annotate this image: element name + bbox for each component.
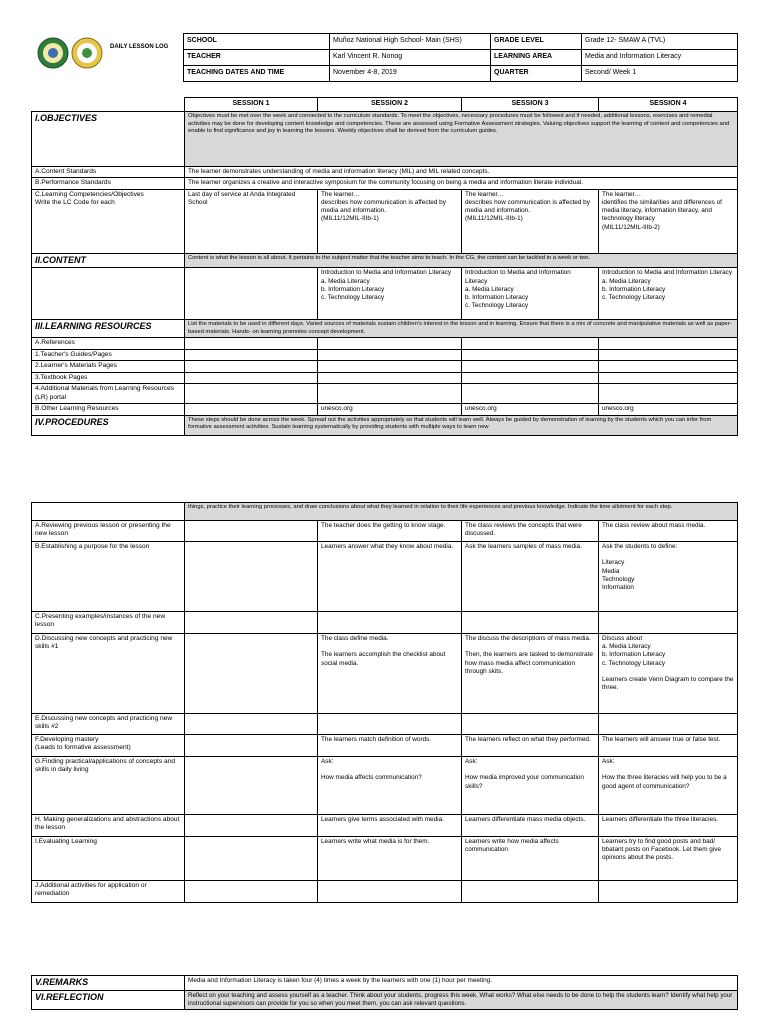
school-value: Muñoz National High School- Main (SHS) [330, 34, 491, 50]
learning-resources-note: List the materials to be used in different days. Varied sources of materials sustain children's interest in the lesson and in learning. Ensure that there is a mix of concrete and manipulative materials as well as paper- based materials. Hands- on learning promotes concept development. [185, 320, 738, 338]
procedures-note-part1: These steps should be done across the week. Spread out the activities appropriately so that students will learn well. Always be guided by demonstration of learning by the students which you can infer from formative assessment activities. Sustain learning systematically by providing students with multiple ways to learn new [185, 415, 738, 435]
content-title: II.CONTENT [32, 253, 185, 268]
quarter-label: QUARTER [491, 66, 582, 82]
content-session-1 [185, 268, 318, 320]
lesson-table-part1 [31, 97, 738, 436]
content-standards-label: A.Content Standards [32, 167, 185, 178]
content-note: Content is what the lesson is all about. It pertains to the subject matter that the teacher aims to teach. In the CG, the content can be tackled in a week or two. [185, 253, 738, 268]
resource-row: 1.Teacher's Guides/Pages [32, 349, 738, 360]
quarter-value: Second/ Week 1 [582, 66, 738, 82]
learning-area-label: LEARNING AREA [491, 50, 582, 66]
learning-resources-title: III.LEARNING RESOURCES [32, 320, 185, 338]
dates-value: November 4-8, 2019 [330, 66, 491, 82]
procedures-note-part2: things, practice their learning processes, and draw conclusions about what they learned in relation to their life experiences and previous knowledge. Indicate the time allotment for each step. [185, 503, 738, 521]
resource-row: 3.Textbook Pages [32, 372, 738, 383]
competency-session-3: The learner… describes how communication is affected by media and information. (MIL11/12MIL-IIIb-1) [462, 189, 599, 253]
procedure-row: J.Additional activities for application or remediation [32, 881, 738, 903]
reflection-text: Reflect on your teaching and assess yourself as a teacher. Think about your students, progress this week. What works? What else needs to be done to help the students learn? Identify what help your instructional supervisors can provide for you so when you meet them, you can ask relevant questions. [185, 990, 738, 1009]
session-3-header: SESSION 3 [462, 98, 599, 112]
procedure-row: I.Evaluating Learning Learners write what media is for them. Learners write how media affects communication Learners try to find good posts and bad/ bbatant posts on Facebook. Let them give opinions about the posts. [32, 837, 738, 881]
content-session-3: Introduction to Media and Information Literacy a. Media Literacy b. Information Literacy c. Technology Literacy [462, 268, 599, 320]
reflection-title: VI.REFLECTION [32, 990, 185, 1009]
competencies-label: C.Learning Competencies/Objectives Write the LC Code for each [32, 189, 185, 253]
procedure-row: D.Discussing new concepts and practicing new skills #1 The class define media. The learners accomplish the checklist about social media. The discuss the descriptions of mass media. Then, the learners are tasked to demonstrate how mass media affect communication through skits. Discuss about a. Media Literacy b. Information Literacy c. Technology Literacy Learners create Venn Diagram to compare the three. [32, 634, 738, 714]
procedure-row: C.Presenting examples/instances of the new lesson [32, 612, 738, 634]
resource-row: B.Other Learning Resources unesco.org unesco.org unesco.org [32, 404, 738, 415]
header-table [183, 33, 738, 82]
procedure-row: B.Establishing a purpose for the lesson Learners answer what they know about media. Ask the learners samples of mass media. Ask the students to define: Literacy Media Technology Information [32, 542, 738, 612]
competency-session-4: The learner… identifies the similarities and differences of media literacy, information literacy, and technology literacy (MIL11/12MIL-IIIb-2) [599, 189, 738, 253]
deped-seal-icon [38, 38, 68, 68]
procedures-title: IV.PROCEDURES [32, 415, 185, 435]
objectives-title: I.OBJECTIVES [32, 112, 185, 167]
resource-row: 4.Additional Materials from Learning Resources (LR) portal [32, 384, 738, 404]
teacher-value: Karl Vincent R. Nonog [330, 50, 491, 66]
school-logos [36, 36, 104, 70]
grade-level-label: GRADE LEVEL [491, 34, 582, 50]
school-label: SCHOOL [184, 34, 330, 50]
procedure-row: G.Finding practical/applications of concepts and skills in daily living Ask: How media affects communication? Ask: How media improved your communication skills? Ask: How the three literacies will help you to be a good agent of communication? [32, 757, 738, 815]
dates-label: TEACHING DATES AND TIME [184, 66, 330, 82]
grade-level-value: Grade 12- SMAW A (TVL) [582, 34, 738, 50]
session-2-header: SESSION 2 [318, 98, 462, 112]
performance-standards-label: B.Performance Standards [32, 178, 185, 189]
resource-row: A.References [32, 338, 738, 349]
learning-area-value: Media and Information Literacy [582, 50, 738, 66]
procedure-row: H. Making generalizations and abstractions about the lesson Learners give terms associated with media. Learners differentiate mass media objects. Learners differentiate the three literacies. [32, 815, 738, 837]
lesson-table-part2 [31, 502, 738, 903]
content-session-2: Introduction to Media and Information Literacy a. Media Literacy b. Information Literacy c. Technology Literacy [318, 268, 462, 320]
remarks-text: Media and Information Literacy is taken four (4) times a week by the learners with one (1) hour per meeting. [185, 976, 738, 991]
competency-session-1: Last day of service at Anda Integrated School [185, 189, 318, 253]
document-title: DAILY LESSON LOG [110, 44, 169, 50]
remarks-title: V.REMARKS [32, 976, 185, 991]
objectives-note: Objectives must be met over the week and connected to the curriculum standards. To meet the objectives, necessary procedures must be followed and if needed, additional lessons, exercises and remedial activities may be done for developing content knowledge and competencies. These are assessed using Formative Assessment strategies. Valuing objectives support the learning of content and competencies and enable to find significance and joy in learning the lessons. Weekly objectives shall be derived from the curriculum guides. [185, 112, 738, 167]
content-session-4: Introduction to Media and Information Literacy a. Media Literacy b. Information Literacy c. Technology Literacy [599, 268, 738, 320]
teacher-label: TEACHER [184, 50, 330, 66]
procedure-row: F.Developing mastery (Leads to formative assessment) The learners match definition of words. The learners reflect on what they performed. The learners will answer true or false test. [32, 735, 738, 757]
procedure-row: E.Discussing new concepts and practicing new skills #2 [32, 714, 738, 735]
remarks-reflection-table [31, 975, 738, 1010]
competency-session-2: The learner… describes how communication is affected by media and information. (MIL11/12MIL-IIIb-1) [318, 189, 462, 253]
procedure-row: A.Reviewing previous lesson or presenting the new lesson The teacher does the getting to know stage. The class reviews the concepts that were discussed. The class review about mass media. [32, 521, 738, 542]
school-seal-icon [72, 38, 102, 68]
performance-standards-text: The learner organizes a creative and interactive symposium for the community focusing on being a media and information literate individual. [185, 178, 738, 189]
content-standards-text: The learner demonstrates understanding of media and information literacy (MIL) and MIL related concepts. [185, 167, 738, 178]
resource-row: 2.Learner's Materials Pages [32, 361, 738, 372]
session-4-header: SESSION 4 [599, 98, 738, 112]
session-1-header: SESSION 1 [185, 98, 318, 112]
